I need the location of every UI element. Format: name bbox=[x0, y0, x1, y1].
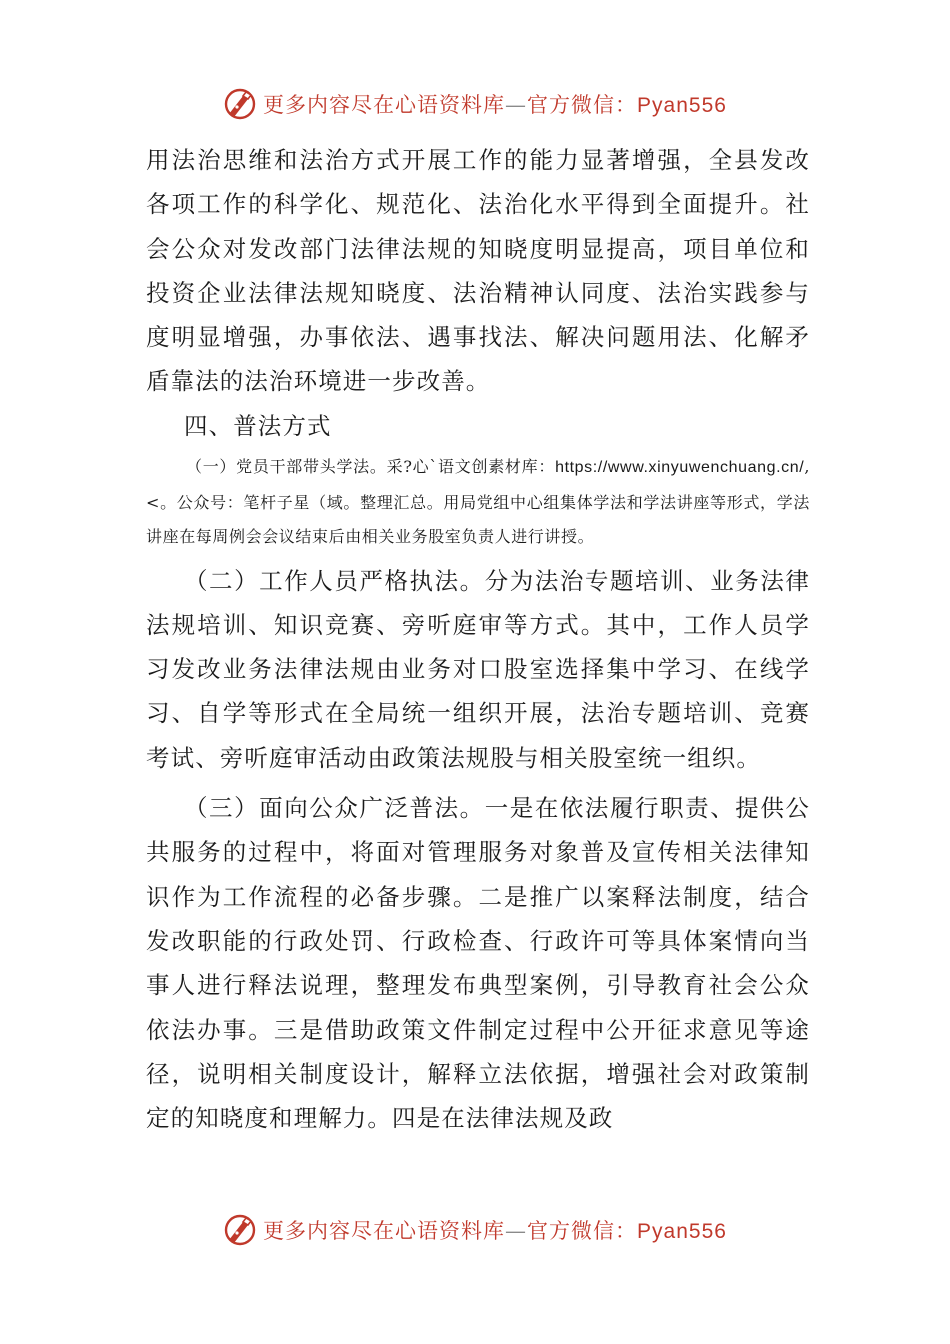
paragraph-intro: 用法治思维和法治方式开展工作的能力显著增强，全县发改各项工作的科学化、规范化、法治化水平得到全面提升。社会公众对发改部门法律法规的知晓度明显提高，项目单位和投资企业法律法规知晓度、法治精神认同度、法治实践参与度明显增强，办事依法、遇事找法、解决问题用法、化解矛盾靠法的法治环境进一步改善。 bbox=[146, 146, 810, 396]
subsection-1-text-a: （一）党员干部带头学法。采?心`语文创素材库： bbox=[186, 457, 556, 477]
banner-prefix: 更多内容尽在心语资料库 bbox=[263, 93, 506, 117]
banner-prefix: 更多内容尽在心语资料库 bbox=[263, 1219, 506, 1243]
banner-dash: — bbox=[505, 1219, 528, 1243]
document-body bbox=[146, 138, 810, 1140]
header-banner bbox=[0, 84, 950, 124]
paragraph-subsection-3: （三）面向公众广泛普法。一是在依法履行职责、提供公共服务的过程中，将面对管理服务对象普及宣传相关法律知识作为工作流程的必备步骤。二是推广以案释法制度，结合发改职能的行政处罚、行政检查、行政许可等具体案情向当事人进行释法说理，整理发布典型案例，引导教育社会公众依法办事。三是借助政策文件制定过程中公开征求意见等途径，说明相关制度设计，解释立法依据，增强社会对政策制定的知晓度和理解力。四是在法律法规及政 bbox=[146, 794, 810, 1133]
subsection-1-url: https://www.xinyuwenchuang.cn/ bbox=[555, 459, 805, 477]
banner-dash: — bbox=[505, 93, 528, 117]
banner-account-id: Pyan556 bbox=[637, 1220, 727, 1243]
pen-nib-logo-icon bbox=[223, 1213, 257, 1247]
footer-banner bbox=[0, 1210, 950, 1250]
banner-text bbox=[263, 89, 727, 119]
section-heading-4: 四、普法方式 bbox=[184, 411, 332, 440]
banner-text bbox=[263, 1215, 727, 1245]
pen-nib-logo-icon bbox=[223, 87, 257, 121]
banner-account-label: 官方微信： bbox=[527, 93, 638, 117]
paragraph-subsection-2: （二）工作人员严格执法。分为法治专题培训、业务法律法规培训、知识竞赛、旁听庭审等方式。其中，工作人员学习发改业务法律法规由业务对口股室选择集中学习、在线学习、自学等形式在全局统一组织开展，法治专题培训、竞赛考试、旁听庭审活动由政策法规股与相关股室统一组织。 bbox=[146, 566, 810, 772]
banner-account-id: Pyan556 bbox=[637, 94, 727, 117]
paragraph-subsection-1 bbox=[146, 450, 810, 555]
subsection-1-text-b: ,<。公众号：笔杆子星（域。整理汇总。用局党组中心组集体学法和学法讲座等形式，学法讲座在每周例会会议结束后由相关业务股室负责人进行讲授。 bbox=[146, 457, 810, 547]
banner-account-label: 官方微信： bbox=[527, 1219, 638, 1243]
